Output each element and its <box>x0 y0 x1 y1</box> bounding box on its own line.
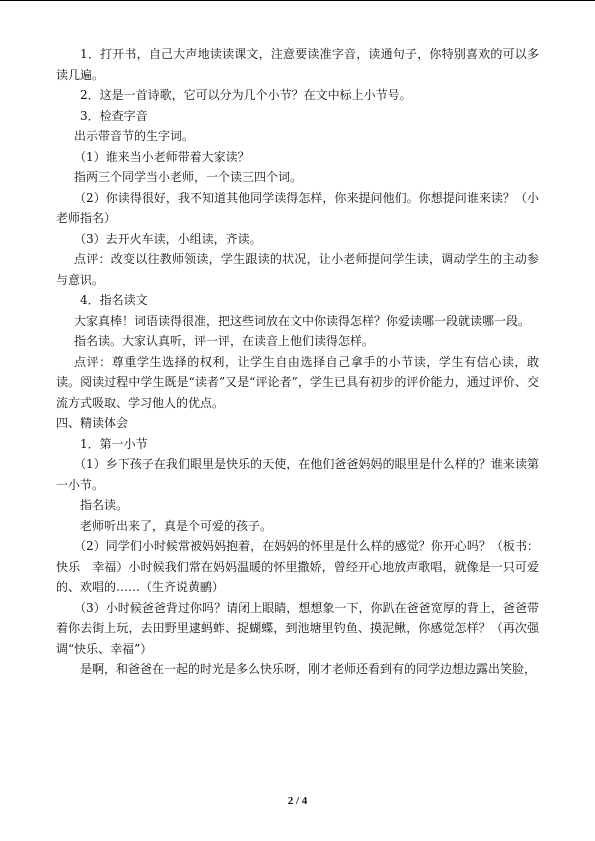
top-border-line <box>0 0 595 1</box>
paragraph: （2）同学们小时候常被妈妈抱着，在妈妈的怀里是什么样的感觉？你开心吗？（板书：快乐 幸福）小时候我们常在妈妈温暖的怀里撒娇，曾经开心地放声歌唱，就像是一只可爱的、欢唱的……（生齐说黄鹂） <box>56 539 539 594</box>
paragraph: 老师听出来了，真是个可爱的孩子。 <box>80 518 273 533</box>
paragraph: 1．第一小节 <box>80 436 148 451</box>
paragraph: 1．打开书，自己大声地读读课文，注意要读准字音，读通句子，你特别喜欢的可以多读几遍。 <box>56 47 539 82</box>
paragraph: 指名读。 <box>80 498 129 512</box>
paragraph: 大家真棒！词语读得很准，把这些词放在文中你读得怎样？你爱读哪一段就读哪一段。 <box>74 313 531 328</box>
paragraph: （1）乡下孩子在我们眼里是快乐的天使，在他们爸爸妈妈的眼里是什么样的？谁来读第一小节。 <box>56 457 539 492</box>
paragraph: 指两三个同学当小老师，一个读三四个词。 <box>74 170 303 184</box>
paragraph: 是啊，和爸爸在一起的时光是多么快乐呀，刚才老师还看到有的同学边想边露出笑脸， <box>80 662 537 676</box>
page-number: 2 / 4 <box>287 795 308 807</box>
paragraph: 点评：尊重学生选择的权利，让学生自由选择自己拿手的小节读，学生有信心读，敢读。阅读过程中学生既是“读者”又是“评论者”，学生已具有初步的评价能力，通过评价、交流方式吸取、学习他人的优点。 <box>56 354 539 410</box>
paragraph: 指名读。大家认真听，评一评，在读音上他们读得怎样。 <box>74 334 375 348</box>
paragraph: 出示带音节的生字词。 <box>74 129 195 143</box>
paragraph: 3．检查字音 <box>80 108 148 123</box>
paragraph: 4．指名读文 <box>80 293 148 307</box>
section-heading: 四、精读体会 <box>56 416 129 430</box>
paragraph: （1）谁来当小老师带着大家读？ <box>74 149 250 164</box>
paragraph: 点评：改变以往教师领读，学生跟读的状况，让小老师提问学生读，调动学生的主动参与意识。 <box>56 252 539 287</box>
document-body <box>56 44 539 680</box>
paragraph: （2）你读得很好，我不知道其他同学读得怎样，你来提问他们。你想提问谁来读？（小老师指名） <box>56 190 539 225</box>
paragraph: 2．这是一首诗歌，它可以分为几个小节？在文中标上小节号。 <box>80 88 412 102</box>
paragraph: （3）去开火车读，小组读，齐读。 <box>74 231 262 246</box>
paragraph: （3）小时候爸爸背过你吗？请闭上眼睛，想想象一下，你趴在爸爸宽厚的背上，爸爸带着你去街上玩，去田野里逮蚂蚱、捉蝴蝶，到池塘里钓鱼、摸泥鳅，你感觉怎样？（再次强调“快乐、幸福”） <box>56 600 539 656</box>
